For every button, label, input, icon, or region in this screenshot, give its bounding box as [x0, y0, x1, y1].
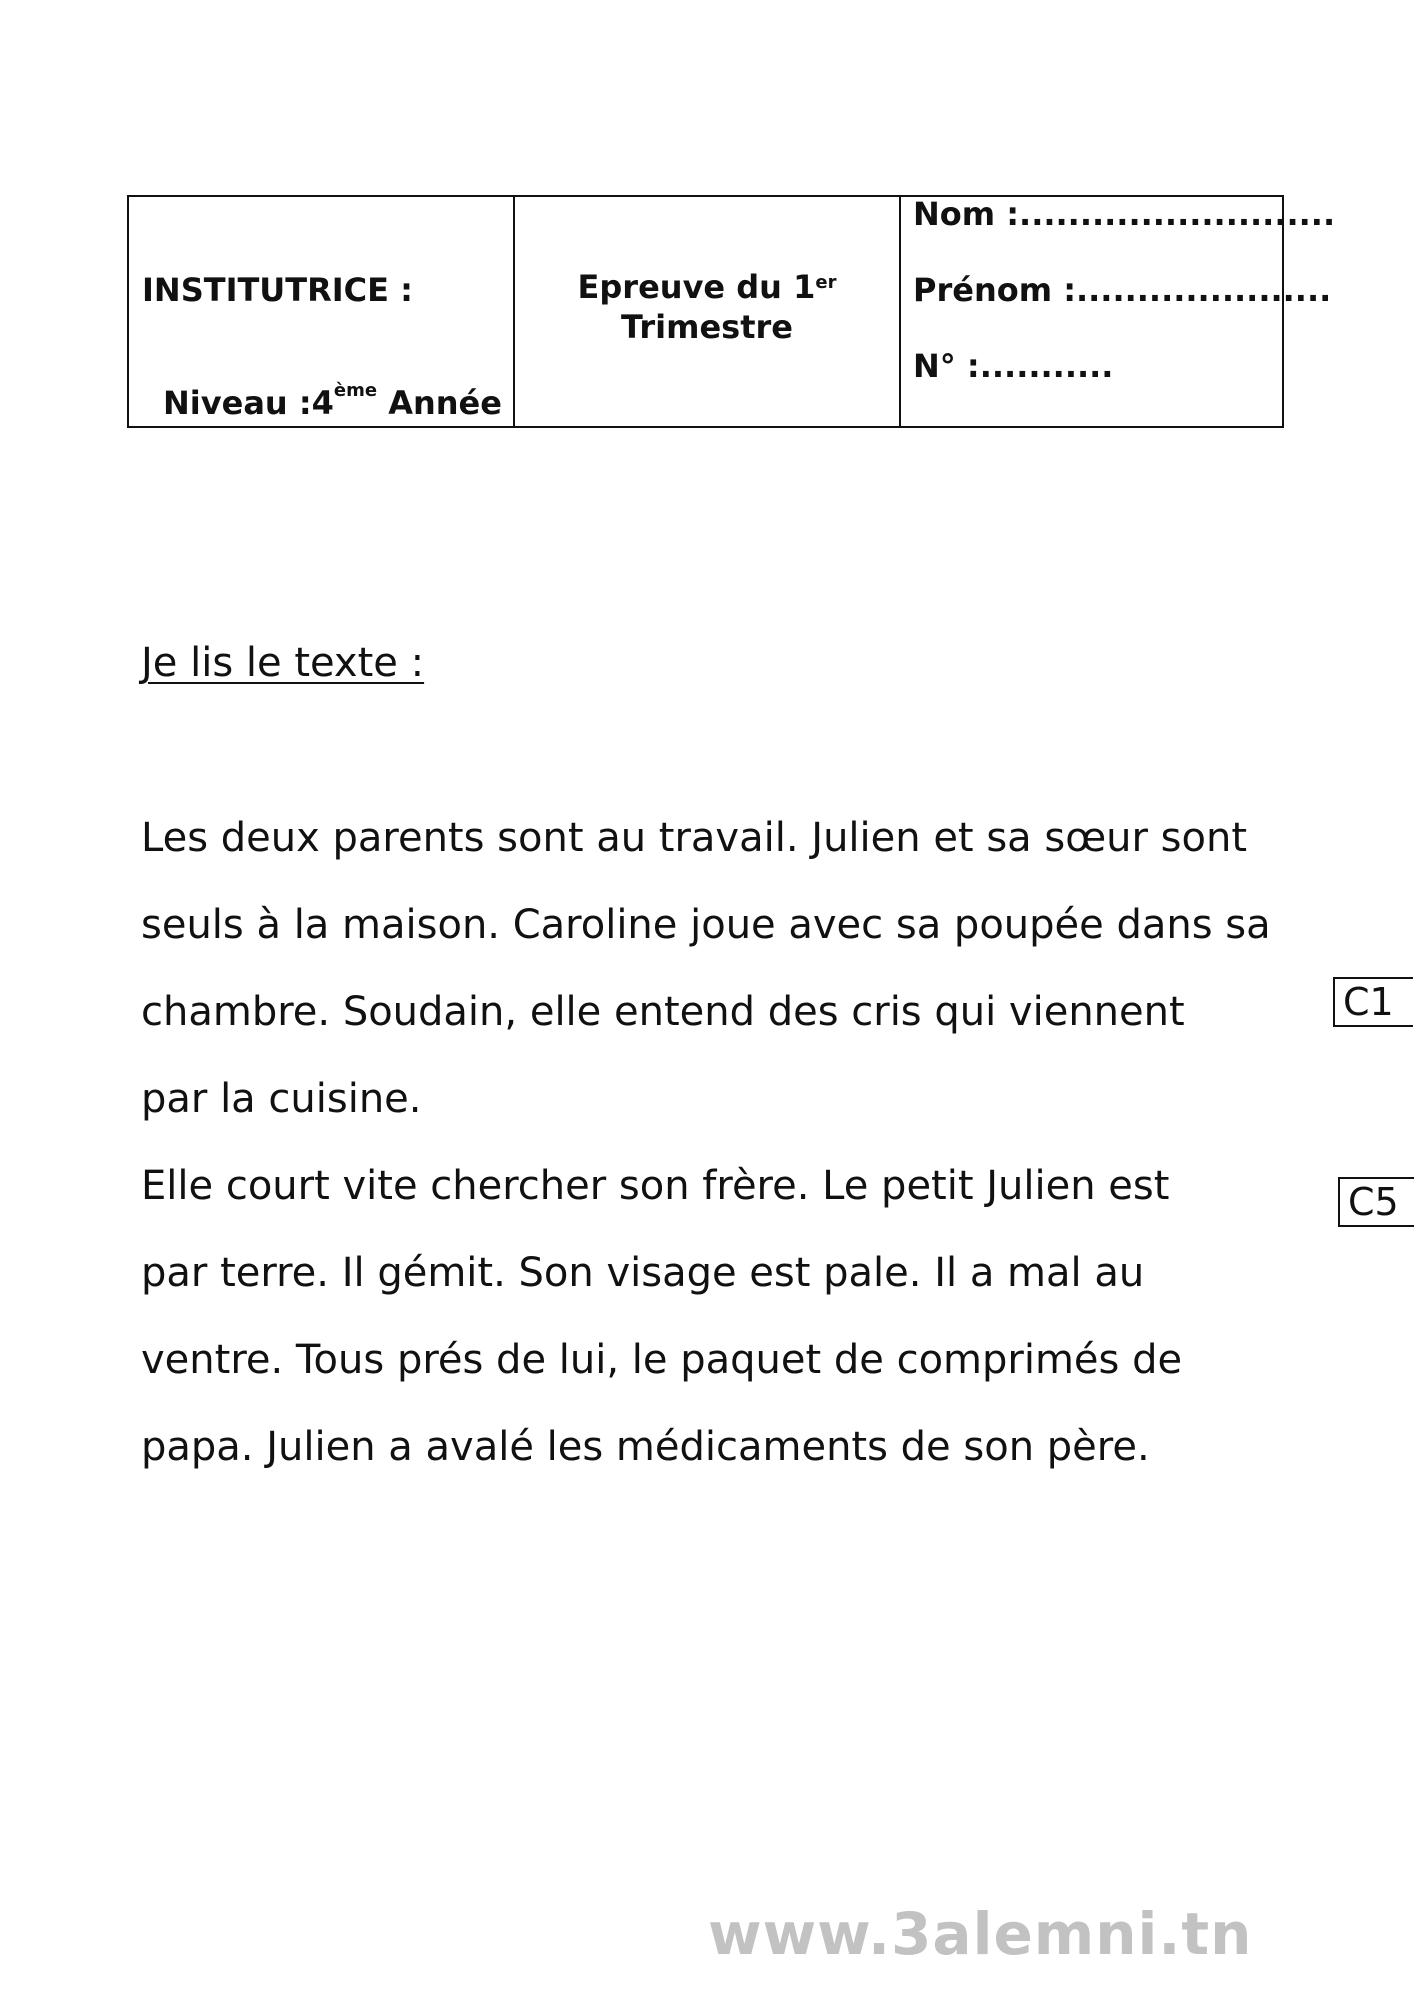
niveau-suffix: Année: [377, 384, 502, 422]
exam-title-line1: [515, 267, 899, 307]
student-info-cell: [901, 195, 1336, 426]
passage-line: chambre. Soudain, elle entend des cris qui viennent: [141, 989, 1185, 1035]
passage-line: papa. Julien a avalé les médicaments de son père.: [141, 1424, 1150, 1470]
exam-title: [515, 267, 899, 347]
niveau-prefix: Niveau :4: [163, 384, 334, 422]
site-watermark: www.3alemni.tn: [708, 1900, 1253, 1968]
exam-title-cell: [515, 197, 901, 426]
nom-field: Nom :..........................: [913, 195, 1336, 233]
niveau-superscript: ème: [333, 380, 378, 401]
passage-line: seuls à la maison. Caroline joue avec sa poupée dans sa: [141, 902, 1271, 948]
section-heading: Je lis le texte :: [141, 640, 425, 686]
passage-line: Les deux parents sont au travail. Julien et sa sœur sont: [141, 815, 1248, 861]
header-table: [127, 195, 1336, 428]
passage-line: par la cuisine.: [141, 1076, 422, 1122]
passage-line: par terre. Il gémit. Son visage est pale. Il a mal au: [141, 1250, 1145, 1296]
teacher-level-cell: [129, 197, 515, 426]
numero-field: N° :...........: [913, 347, 1114, 385]
passage-line: Elle court vite chercher son frère. Le petit Julien est: [141, 1163, 1170, 1209]
niveau-label: [163, 380, 502, 422]
exam-title-superscript: er: [815, 272, 837, 293]
reading-passage: [141, 808, 1291, 1504]
exam-title-line2: Trimestre: [621, 308, 793, 346]
passage-line: ventre. Tous prés de lui, le paquet de comprimés de: [141, 1337, 1183, 1383]
exam-title-prefix: Epreuve du 1: [577, 268, 816, 306]
prenom-field: Prénom :.....................: [913, 271, 1332, 309]
institutrice-label: INSTITUTRICE :: [142, 271, 413, 309]
criterion-c5-box: C5: [1338, 1177, 1414, 1227]
criterion-c1-box: C1: [1333, 977, 1413, 1027]
